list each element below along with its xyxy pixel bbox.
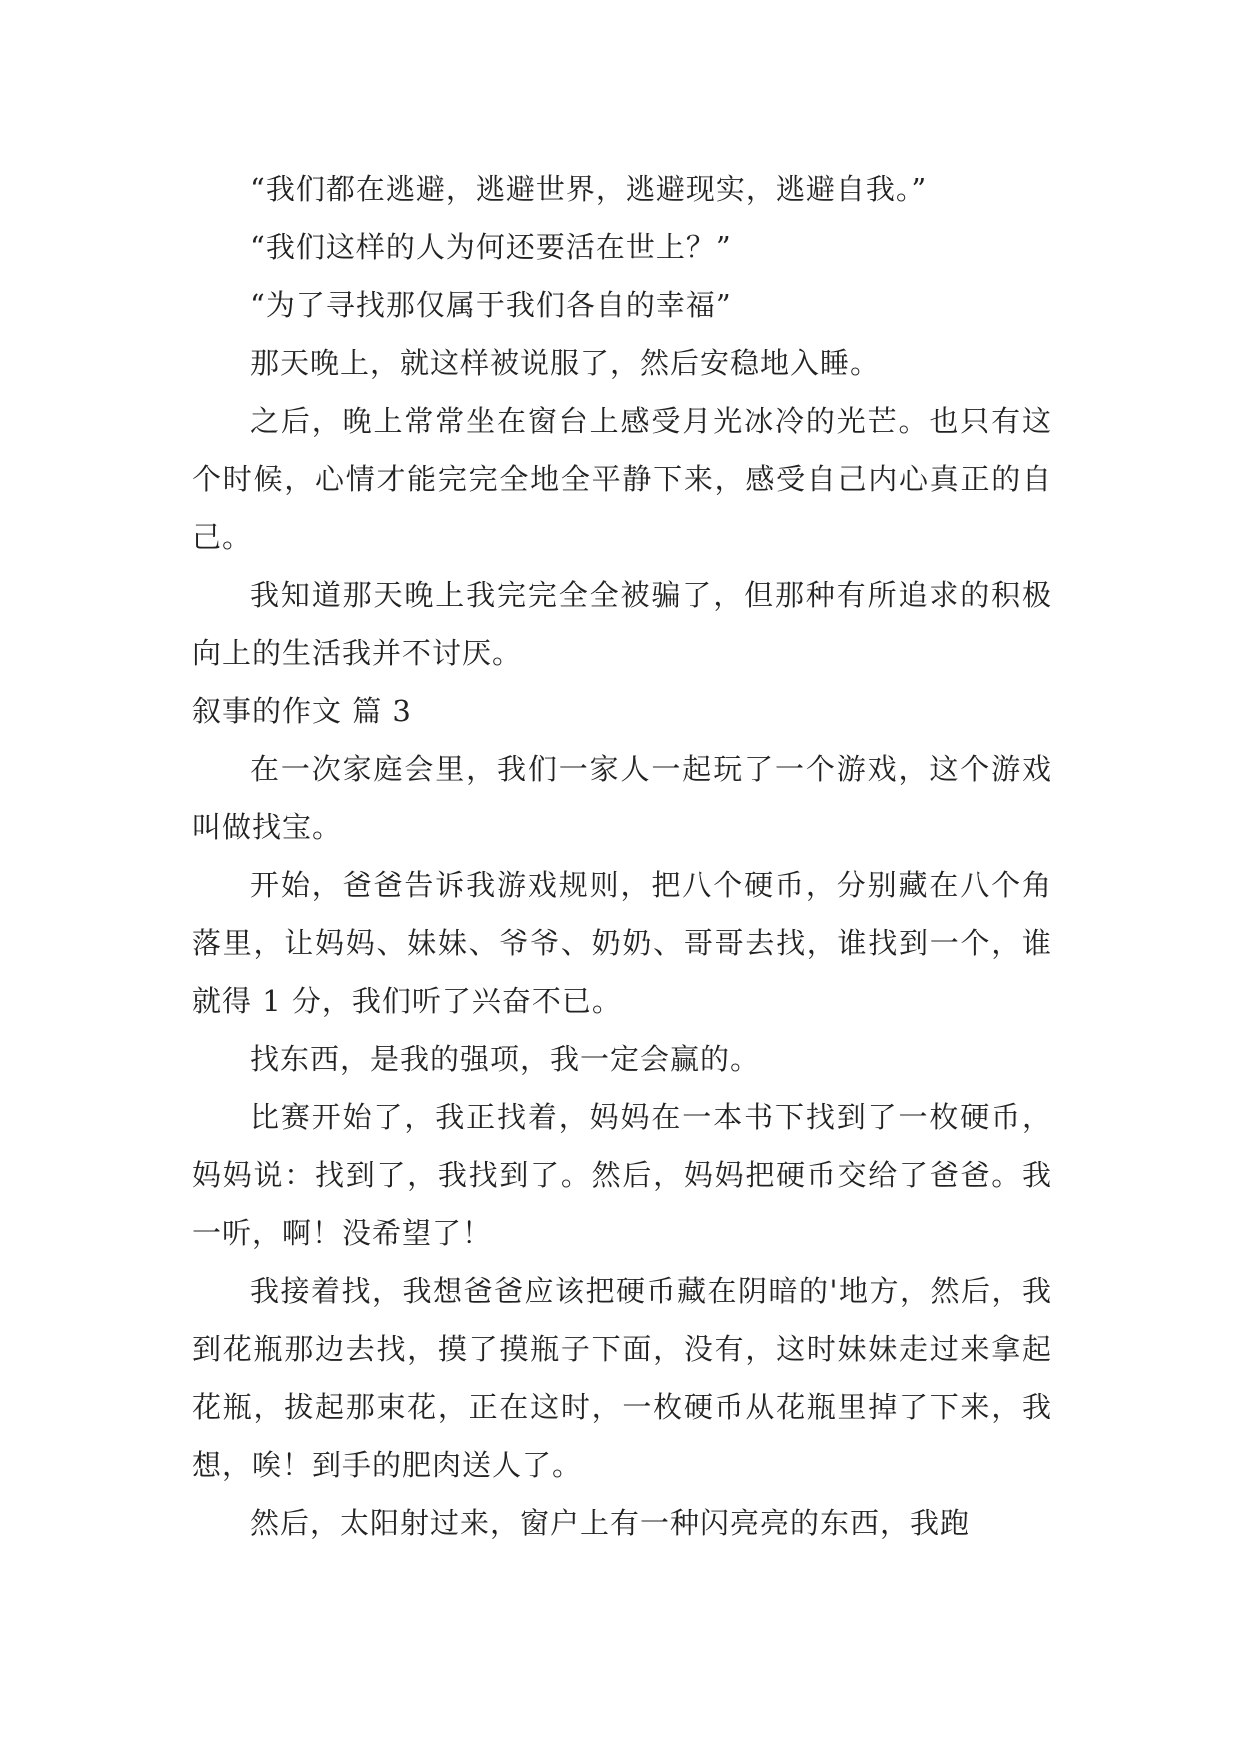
paragraph: 找东西，是我的强项，我一定会赢的。 xyxy=(250,1042,761,1076)
paragraph: “我们都在逃避，逃避世界，逃避现实，逃避自我。” xyxy=(250,172,928,206)
section-heading: 叙事的作文 篇 3 xyxy=(192,694,412,728)
paragraph: 在一次家庭会里，我们一家人一起玩了一个游戏，这个游戏叫做找宝。 xyxy=(192,752,1052,844)
paragraph: 之后，晚上常常坐在窗台上感受月光冰冷的光芒。也只有这个时候，心情才能完完全地全平静下来，感受自己内心真正的自己。 xyxy=(192,404,1052,554)
paragraph: 然后，太阳射过来，窗户上有一种闪亮亮的东西，我跑 xyxy=(250,1506,971,1540)
document-body xyxy=(192,160,1052,1552)
paragraph: 我知道那天晚上我完完全全被骗了，但那种有所追求的积极向上的生活我并不讨厌。 xyxy=(192,578,1052,670)
paragraph: 比赛开始了，我正找着，妈妈在一本书下找到了一枚硬币，妈妈说：找到了，我找到了。然后，妈妈把硬币交给了爸爸。我一听，啊！没希望了！ xyxy=(192,1100,1052,1250)
paragraph: “为了寻找那仅属于我们各自的幸福” xyxy=(250,288,732,322)
paragraph: “我们这样的人为何还要活在世上？” xyxy=(250,230,732,264)
paragraph: 开始，爸爸告诉我游戏规则，把八个硬币，分别藏在八个角落里，让妈妈、妹妹、爷爷、奶奶、哥哥去找，谁找到一个，谁就得 1 分，我们听了兴奋不已。 xyxy=(192,868,1052,1018)
paragraph: 我接着找，我想爸爸应该把硬币藏在阴暗的'地方，然后，我到花瓶那边去找，摸了摸瓶子下面，没有，这时妹妹走过来拿起花瓶，拔起那束花，正在这时，一枚硬币从花瓶里掉了下来，我想，唉！到手的肥肉送人了。 xyxy=(192,1274,1052,1482)
paragraph: 那天晚上，就这样被说服了，然后安稳地入睡。 xyxy=(250,346,881,380)
